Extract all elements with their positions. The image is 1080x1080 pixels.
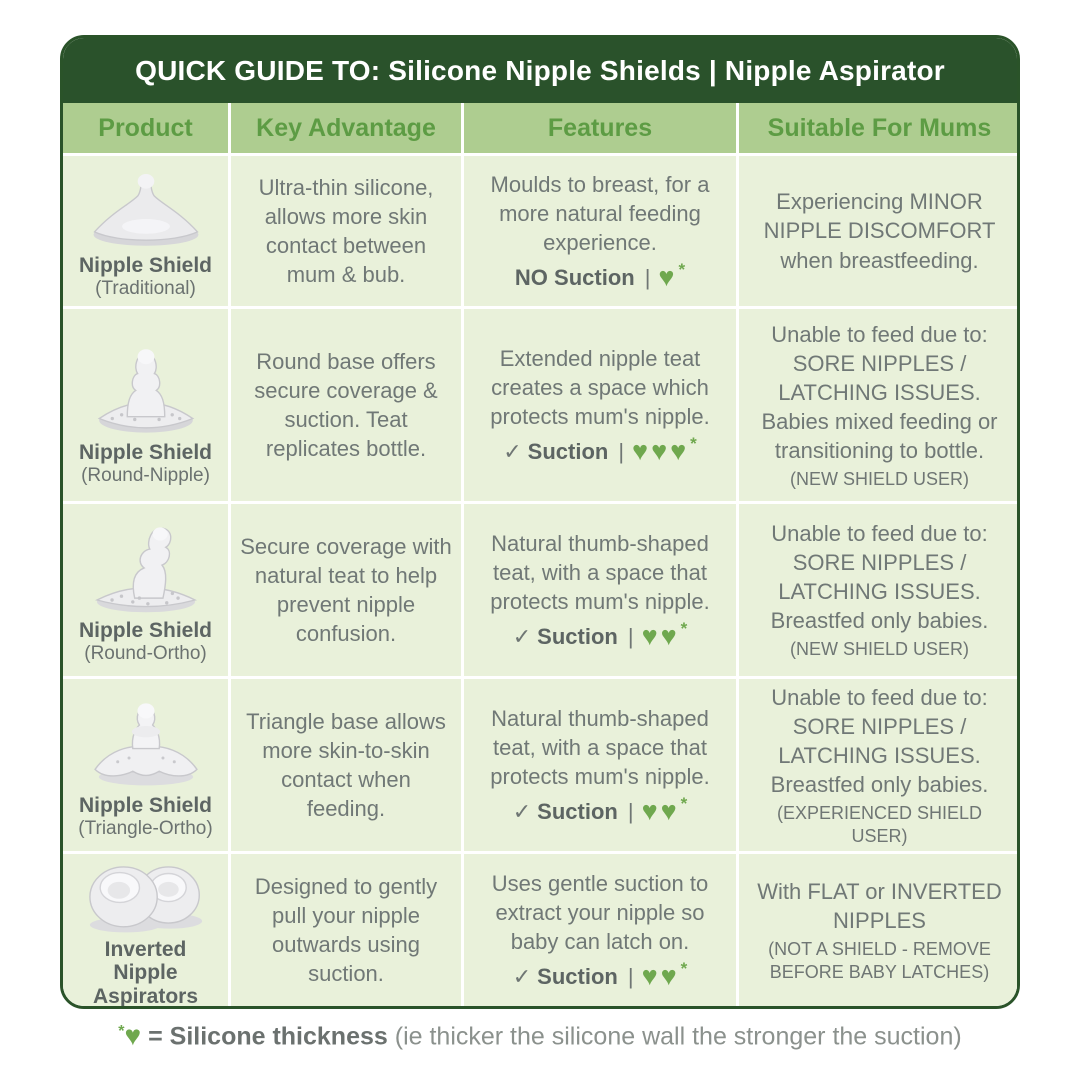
table-title-bar: [63, 38, 1017, 103]
asterisk-icon: *: [678, 260, 686, 280]
heart-icon: ♥♥: [641, 621, 680, 652]
advantage-cell-aspirators: Designed to gently pull your nipple outwards using suction.: [231, 854, 461, 1006]
features-cell-aspirators: Uses gentle suction to extract your nipple so baby can latch on. ✓ Suction | ♥♥ *: [464, 854, 736, 1006]
suction-rating: ✓ Suction | ♥♥ *: [512, 794, 688, 827]
check-icon: ✓: [512, 799, 532, 825]
advantage-cell-round-nipple: Round base offers secure coverage & suction. Teat replicates bottle.: [231, 309, 461, 501]
product-cell-aspirators: Inverted Nipple Aspirators: [63, 854, 228, 1006]
suction-rating: ✓ Suction | ♥♥♥ *: [503, 434, 697, 467]
suitable-cell-aspirators: With FLAT or INVERTED NIPPLES (NOT A SHIELD - REMOVE BEFORE BABY LATCHES): [739, 854, 1020, 1006]
advantage-cell-round-ortho: Secure coverage with natural teat to help prevent nipple confusion.: [231, 504, 461, 676]
quick-guide-table: [60, 35, 1020, 1009]
product-cell-round-nipple: Nipple Shield (Round-Nipple): [63, 309, 228, 501]
heart-icon: ♥♥: [641, 796, 680, 827]
features-cell-traditional: Moulds to breast, for a more natural feeding experience. NO Suction | ♥ *: [464, 156, 736, 306]
advantage-cell-traditional: Ultra-thin silicone, allows more skin contact between mum & bub.: [231, 156, 461, 306]
suction-rating: ✓ Suction | ♥♥ *: [512, 619, 688, 652]
asterisk-icon: *: [680, 794, 688, 814]
table-grid: [63, 103, 1017, 1006]
table-title: QUICK GUIDE TO: Silicone Nipple Shields | Nipple Aspirator: [135, 54, 945, 86]
asterisk-icon: *: [680, 959, 688, 979]
suction-rating: NO Suction | ♥ *: [514, 260, 686, 293]
suction-rating: ✓ Suction | ♥♥ *: [512, 959, 688, 992]
asterisk-icon: *: [118, 1023, 125, 1040]
suitable-cell-triangle-ortho: Unable to feed due to: SORE NIPPLES / LATCHING ISSUES. Breastfed only babies. (EXPERIENCED SHIELD USER): [739, 679, 1020, 851]
asterisk-icon: *: [680, 619, 688, 639]
suitable-cell-traditional: Experiencing MINOR NIPPLE DISCOMFORT when breastfeeding.: [739, 156, 1020, 306]
heart-icon: ♥: [124, 1020, 142, 1051]
check-icon: ✓: [512, 624, 532, 650]
features-cell-round-nipple: Extended nipple teat creates a space which protects mum's nipple. ✓ Suction | ♥♥♥ *: [464, 309, 736, 501]
traditional-shield-image: [80, 162, 212, 254]
suitable-cell-round-nipple: Unable to feed due to: SORE NIPPLES / LATCHING ISSUES. Babies mixed feeding or transitioning to bottle. (NEW SHIELD USER): [739, 309, 1020, 501]
features-cell-round-ortho: Natural thumb-shaped teat, with a space that protects mum's nipple. ✓ Suction | ♥♥ *: [464, 504, 736, 676]
features-cell-triangle-ortho: Natural thumb-shaped teat, with a space that protects mum's nipple. ✓ Suction | ♥♥ *: [464, 679, 736, 851]
product-cell-round-ortho: Nipple Shield (Round-Ortho): [63, 504, 228, 676]
heart-icon: ♥: [658, 262, 678, 293]
heart-icon: ♥♥♥: [632, 436, 690, 467]
check-icon: ✓: [512, 964, 532, 990]
asterisk-icon: *: [690, 434, 697, 454]
column-header-suitable: Suitable For Mums: [739, 103, 1020, 153]
column-header-key-advantage: Key Advantage: [231, 103, 461, 153]
column-header-features: Features: [464, 103, 736, 153]
inverted-nipple-aspirators-image: [80, 852, 212, 938]
round-ortho-shield-image: [80, 515, 212, 619]
product-cell-triangle-ortho: Nipple Shield (Triangle-Ortho): [63, 679, 228, 851]
column-header-product: Product: [63, 103, 228, 153]
silicone-thickness-footnote: *♥ = Silicone thickness (ie thicker the silicone wall the stronger the suction): [118, 1020, 962, 1051]
advantage-cell-triangle-ortho: Triangle base allows more skin-to-skin contact when feeding.: [231, 679, 461, 851]
heart-icon: ♥♥: [641, 961, 680, 992]
round-nipple-shield-image: [80, 323, 212, 441]
check-icon: ✓: [503, 439, 522, 465]
product-cell-traditional: Nipple Shield (Traditional): [63, 156, 228, 306]
triangle-ortho-shield-image: [80, 690, 212, 794]
suitable-cell-round-ortho: Unable to feed due to: SORE NIPPLES / LATCHING ISSUES. Breastfed only babies. (NEW SHIELD USER): [739, 504, 1020, 676]
